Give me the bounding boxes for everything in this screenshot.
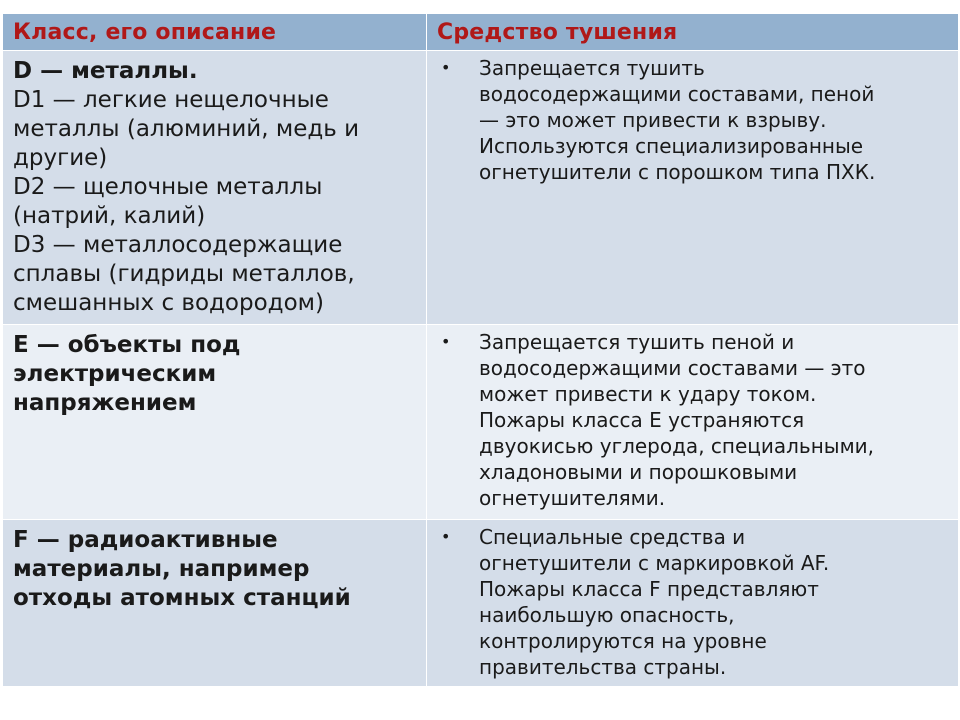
class-d-line: D3 — металлосодержащие xyxy=(13,232,343,258)
class-e-extinguishing xyxy=(427,325,959,520)
class-f-means-line: Специальные средства и xyxy=(479,525,746,549)
class-d-line: смешанных с водородом) xyxy=(13,290,324,316)
class-e-line: напряжением xyxy=(13,390,197,416)
class-f-means-line: контролируются на уровне xyxy=(479,629,767,653)
class-d-line: металлы (алюминий, медь и xyxy=(13,116,360,142)
class-d-line: (натрий, калий) xyxy=(13,203,206,229)
table-header-row xyxy=(3,14,959,51)
bullet-icon: • xyxy=(441,527,451,546)
class-d-description xyxy=(3,51,427,325)
class-e-means-line: Запрещается тушить пеной и xyxy=(479,330,795,354)
class-d-extinguishing xyxy=(427,51,959,325)
class-f-means-line: огнетушители с маркировкой AF. xyxy=(479,551,830,575)
class-f-means-line: наибольшую опасность, xyxy=(479,603,735,627)
class-f-means-line: Пожары класса F представляют xyxy=(479,577,819,601)
fire-class-table xyxy=(2,13,959,687)
table-row-class-e xyxy=(3,325,959,520)
class-e-means-line: огнетушителями. xyxy=(479,486,666,510)
class-e-line: E — объекты под xyxy=(13,332,241,358)
class-d-means-line: — это может привести к взрыву. xyxy=(479,108,827,132)
bullet-icon: • xyxy=(441,58,451,77)
table-row-class-d xyxy=(3,51,959,325)
class-e-line: электрическим xyxy=(13,361,217,387)
class-e-means-line: может привести к удару током. xyxy=(479,382,817,406)
class-d-line: другие) xyxy=(13,145,108,171)
class-f-means-line: правительства страны. xyxy=(479,655,727,679)
class-e-description xyxy=(3,325,427,520)
class-d-means-line: Запрещается тушить xyxy=(479,56,705,80)
class-e-means-line: хладоновыми и порошковыми xyxy=(479,460,798,484)
class-f-line: материалы, например xyxy=(13,556,310,582)
class-e-means-line: Пожары класса E устраняются xyxy=(479,408,805,432)
class-d-title: D — металлы. xyxy=(13,58,198,84)
header-class-description: Класс, его описание xyxy=(3,14,427,51)
class-d-means-line: Используются специализированные xyxy=(479,134,864,158)
class-f-description xyxy=(3,520,427,687)
bullet-icon: • xyxy=(441,332,451,351)
class-f-extinguishing xyxy=(427,520,959,687)
class-d-means-line: огнетушители с порошком типа ПХК. xyxy=(479,160,876,184)
header-extinguishing-means: Средство тушения xyxy=(427,14,959,51)
class-e-means-line: водосодержащими составами — это xyxy=(479,356,866,380)
class-f-line: отходы атомных станций xyxy=(13,585,351,611)
table-row-class-f xyxy=(3,520,959,687)
class-e-means-line: двуокисью углерода, специальными, xyxy=(479,434,875,458)
class-f-line: F — радиоактивные xyxy=(13,527,278,553)
class-d-line: D2 — щелочные металлы xyxy=(13,174,323,200)
class-d-line: D1 — легкие нещелочные xyxy=(13,87,329,113)
class-d-means-line: водосодержащими составами, пеной xyxy=(479,82,875,106)
class-d-line: сплавы (гидриды металлов, xyxy=(13,261,355,287)
